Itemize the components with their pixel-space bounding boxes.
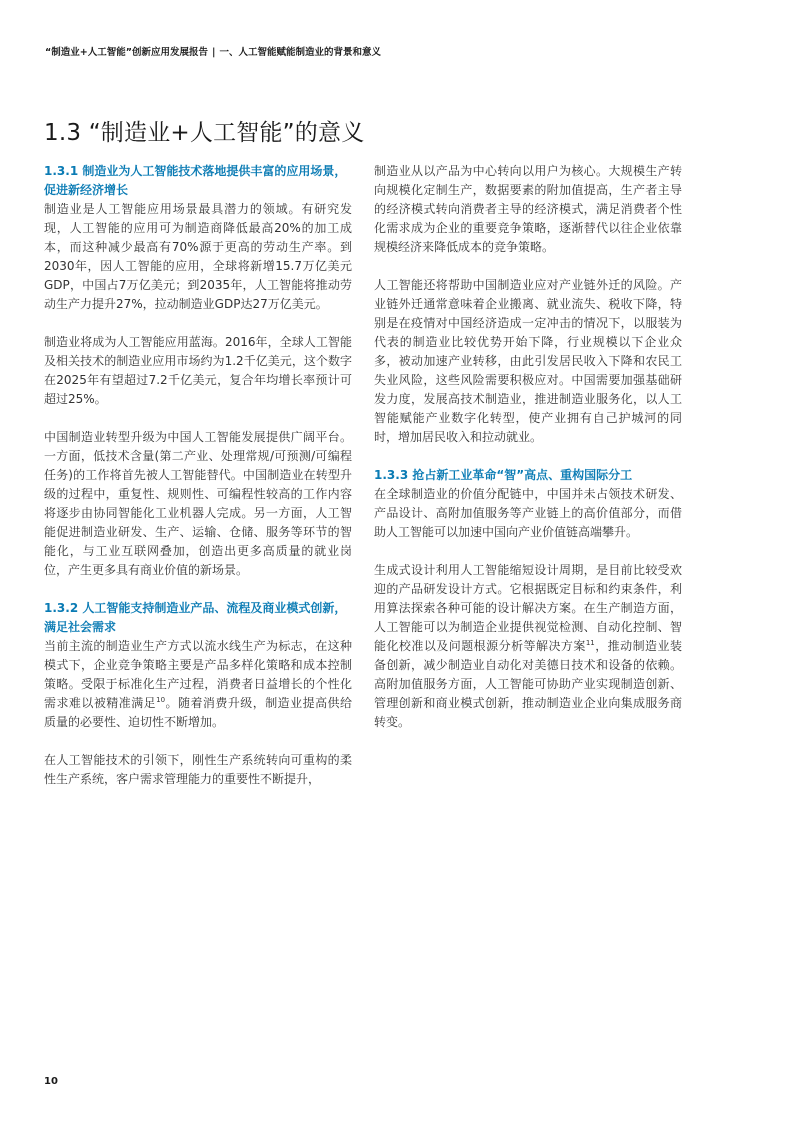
paragraph: 制造业从以产品为中心转向以用户为核心。大规模生产转向规模化定制生产，数据要素的附加值提高，生产者主导的经济模式转向消费者主导的经济模式，满足消费者个性化需求成为企业的重要竞争策略，逐渐替代以往企业依靠规模经济来降低成本的竞争策略。 xyxy=(374,164,682,254)
footnote-ref-10[interactable]: 10 xyxy=(156,696,166,704)
paragraph: 在全球制造业的价值分配链中，中国并未占领技术研发、产品设计、高附加值服务等产业链上的高价值部分，而借助人工智能可以加速中国向产业价值链高端攀升。 xyxy=(374,487,682,539)
right-column xyxy=(374,162,682,751)
page-number: 10 xyxy=(44,1076,58,1087)
subsection-heading-1-3-1: 1.3.1 制造业为人工智能技术落地提供丰富的应用场景，促进新经济增长 xyxy=(44,164,347,197)
chapter-title: 一、人工智能赋能制造业的背景和意义 xyxy=(219,47,381,58)
paragraph: 在人工智能技术的引领下，刚性生产系统转向可重构的柔性生产系统，客户需求管理能力的重要性不断提升， xyxy=(44,753,352,786)
paragraph-with-footnote xyxy=(44,637,352,732)
paragraph-with-footnote xyxy=(374,561,682,732)
left-column xyxy=(44,162,352,808)
paragraph: 制造业是人工智能应用场景最具潜力的领域。有研究发现，人工智能的应用可为制造商降低最高20%的加工成本，而这种减少最高有70%源于更高的劳动生产率。到2030年，因人工智能的应用，全球将新增15.7万亿美元GDP，中国占7万亿美元；到2035年，人工智能将推动劳动生产力提升27%，拉动制造业GDP达27万亿美元。 xyxy=(44,202,352,311)
paragraph-text: 。随着消费升级，制造业提高供给质量的必要性、迫切性不断增加。 xyxy=(44,696,352,729)
report-title: “制造业+人工智能”创新应用发展报告 xyxy=(45,47,208,58)
paragraph-text: 生成式设计利用人工智能缩短设计周期，是目前比较受欢迎的产品研发设计方式。它根据既定目标和约束条件，利用算法探索各种可能的设计解决方案。在生产制造方面，人工智能可以为制造企业提供视觉检测、自动化控制、智能化校准以及问题根源分析等解决方案 xyxy=(374,563,682,653)
paragraph-text: 当前主流的制造业生产方式以流水线生产为标志，在这种模式下，企业竞争策略主要是产品多样化策略和成本控制策略。受限于标准化生产过程，消费者日益增长的个性化需求难以被精准满足 xyxy=(44,639,352,710)
paragraph: 中国制造业转型升级为中国人工智能发展提供广阔平台。一方面，低技术含量(第二产业、处理常规/可预测/可编程任务)的工作将首先被人工智能替代。中国制造业在转型升级的过程中，重复性、规则性、可编程性较高的工作内容将逐步由协同智能化工业机器人完成。另一方面，人工智能促进制造业研发、生产、运输、仓储、服务等环节的智能化，与工业互联网叠加，创造出更多高质量的就业岗位，产生更多具有商业价值的新场景。 xyxy=(44,430,352,577)
paragraph: 制造业将成为人工智能应用蓝海。2016年，全球人工智能及相关技术的制造业应用市场约为1.2千亿美元，这个数字在2025年有望超过7.2千亿美元，复合年均增长率预计可超过25%。 xyxy=(44,335,352,406)
footnote-ref-11[interactable]: 11 xyxy=(585,639,595,647)
subsection-heading-1-3-2: 1.3.2 人工智能支持制造业产品、流程及商业模式创新，满足社会需求 xyxy=(44,601,347,634)
paragraph: 人工智能还将帮助中国制造业应对产业链外迁的风险。产业链外迁通常意味着企业搬离、就业流失、税收下降，特别是在疫情对中国经济造成一定冲击的情况下，以服装为代表的制造业比较优势开始下降，行业规模以下企业众多，被动加速产业转移，由此引发居民收入下降和农民工失业风险，这些风险需要积极应对。中国需要加强基础研发力度，发展高技术制造业，推进制造业服务化，以人工智能赋能产业数字化转型，使产业拥有自己护城河的同时，增加居民收入和拉动就业。 xyxy=(374,278,682,444)
header-separator: | xyxy=(211,47,216,58)
running-header xyxy=(45,44,381,58)
section-title: 1.3 “制造业+人工智能”的意义 xyxy=(44,120,365,146)
subsection-heading-1-3-3: 1.3.3 抢占新工业革命“智”高点、重构国际分工 xyxy=(374,468,633,482)
paragraph-text: ，推动制造业装备创新，减少制造业自动化对美德日技术和设备的依赖。高附加值服务方面，人工智能可协助产业实现制造创新、管理创新和商业模式创新，推动制造业企业向集成服务商转变。 xyxy=(374,639,682,729)
